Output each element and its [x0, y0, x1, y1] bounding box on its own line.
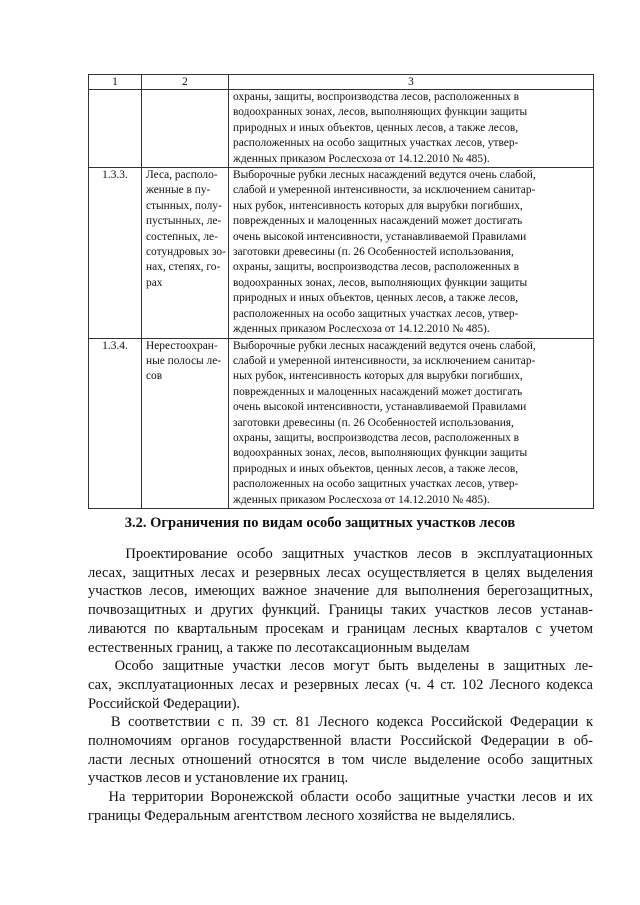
- text-line: На территории Воронежской области особо защитные участки лесов и их: [88, 789, 593, 806]
- text-line: слабой и умеренной интенсивности, за исключением санитар-: [233, 354, 536, 367]
- table-row: [89, 338, 594, 508]
- text-line: участков лесов и установление их границ.: [88, 770, 349, 787]
- text-line: охраны, защиты, воспроизводства лесов, расположенных в: [233, 91, 520, 103]
- header-cell: 2: [142, 75, 229, 90]
- text-line: почвозащитных и других функций. Границы таких участков лесов устанав-: [88, 602, 593, 619]
- description-cell: [229, 168, 594, 338]
- paragraph: [88, 788, 593, 825]
- text-line: сах, эксплуатационных лесах и резервных лесах (ч. 4 ст. 102 Лесного кодекса: [88, 676, 593, 693]
- text-line: пустынных, ле-: [146, 215, 222, 228]
- text-line: Проектирование особо защитных участков лесов в эксплуатационных: [88, 546, 593, 562]
- description-cell: [229, 338, 594, 508]
- text-line: жденных приказом Рослесхоза от 14.12.2010 № 485).: [233, 152, 490, 165]
- text-line: участков лесов, имеющих важное значение для выполнения берегозащитных,: [88, 583, 593, 600]
- text-line: поврежденных и малоценных насаждений может достигать: [233, 215, 523, 228]
- paragraph: [88, 545, 593, 657]
- text-line: заготовки древесины (п. 26 Особенностей использования,: [233, 246, 514, 259]
- text-line: сов: [146, 370, 163, 383]
- text-line: Леса, располо-: [146, 169, 218, 182]
- row-number-cell: 1.3.3.: [89, 168, 142, 338]
- text-line: поврежденных и малоценных насаждений может достигать: [233, 385, 523, 398]
- text-line: охраны, защиты, воспроизводства лесов, расположенных в: [233, 261, 520, 274]
- text-line: сотундровых зо-: [146, 246, 226, 259]
- text-line: водоохранных зонах, лесов, выполняющих функции защиты: [233, 106, 528, 119]
- text-line: заготовки древесины (п. 26 Особенностей использования,: [233, 416, 514, 429]
- text-line: Нерестоохран-: [146, 339, 218, 352]
- empty-cell: [89, 90, 142, 168]
- text-line: очень высокой интенсивности, устанавливаемой Правилами: [233, 401, 527, 414]
- text-line: состепных, ле-: [146, 230, 218, 243]
- text-line: жденных приказом Рослесхоза от 14.12.2010 № 485).: [233, 323, 490, 336]
- text-line: ласти лесных отношений относятся в том числе выделение особо защитных: [88, 751, 593, 768]
- continuation-description-cell: [229, 90, 594, 168]
- text-line: Особо защитные участки лесов могут быть выделены в защитных ле-: [88, 658, 593, 675]
- header-cell: 3: [229, 75, 594, 90]
- text-line: естественных границ, а также по лесотаксационным выделам: [88, 639, 470, 656]
- section-body: [88, 545, 593, 826]
- text-line: Выборочные рубки лесных насаждений ведутся очень слабой,: [233, 169, 536, 182]
- text-line: природных и иных объектов, ценных лесов, а также лесов,: [233, 121, 519, 134]
- text-line: полномочиям органов государственной власти Российской Федерации в об-: [88, 733, 593, 750]
- forest-type-cell: [142, 168, 229, 338]
- text-line: ливаются по квартальным просекам и границам лесных кварталов с учетом: [88, 620, 593, 637]
- text-line: Выборочные рубки лесных насаждений ведутся очень слабой,: [233, 339, 536, 352]
- text-line: ных рубок, интенсивность которых для вырубки погибших,: [233, 199, 523, 212]
- text-line: расположенных на особо защитных участках лесов, утвер-: [233, 478, 519, 491]
- text-line: женные в пу-: [146, 184, 211, 197]
- forest-type-cell: [142, 338, 229, 508]
- text-line: расположенных на особо защитных участках лесов, утвер-: [233, 307, 519, 320]
- table-header-row: [89, 75, 594, 90]
- text-line: расположенных на особо защитных участках лесов, утвер-: [233, 137, 519, 150]
- text-line: жденных приказом Рослесхоза от 14.12.2010 № 485).: [233, 493, 490, 506]
- text-line: очень высокой интенсивности, устанавливаемой Правилами: [233, 230, 527, 243]
- table-row: [89, 168, 594, 338]
- text-line: природных и иных объектов, ценных лесов, а также лесов,: [233, 292, 519, 305]
- text-line: слабой и умеренной интенсивности, за исключением санитар-: [233, 184, 536, 197]
- header-cell: 1: [89, 75, 142, 90]
- section-heading: 3.2. Ограничения по видам особо защитных участков лесов: [124, 515, 516, 531]
- row-number-cell: 1.3.4.: [89, 338, 142, 508]
- text-line: водоохранных зонах, лесов, выполняющих функции защиты: [233, 276, 528, 289]
- text-line: природных и иных объектов, ценных лесов, а также лесов,: [233, 462, 519, 475]
- forest-regulations-table: [88, 74, 594, 509]
- text-line: ные полосы ле-: [146, 354, 222, 367]
- text-line: Российской Федерации).: [88, 695, 241, 712]
- text-line: стынных, полу-: [146, 199, 222, 212]
- text-line: лесах, защитных лесах и резервных лесах осуществляется в целях выделения: [88, 564, 593, 581]
- text-line: ных рубок, интенсивность которых для вырубки погибших,: [233, 370, 523, 383]
- paragraph: [88, 713, 593, 788]
- text-line: В соответствии с п. 39 ст. 81 Лесного кодекса Российской Федерации к: [88, 714, 593, 731]
- text-line: границы Федеральным агентством лесного хозяйства не выделялись.: [88, 807, 516, 824]
- paragraph: [88, 657, 593, 713]
- text-line: охраны, защиты, воспроизводства лесов, расположенных в: [233, 431, 520, 444]
- text-line: рах: [146, 276, 163, 289]
- text-line: нах, степях, го-: [146, 261, 221, 274]
- table-row: [89, 90, 594, 168]
- empty-cell: [142, 90, 229, 168]
- text-line: водоохранных зонах, лесов, выполняющих функции защиты: [233, 447, 528, 460]
